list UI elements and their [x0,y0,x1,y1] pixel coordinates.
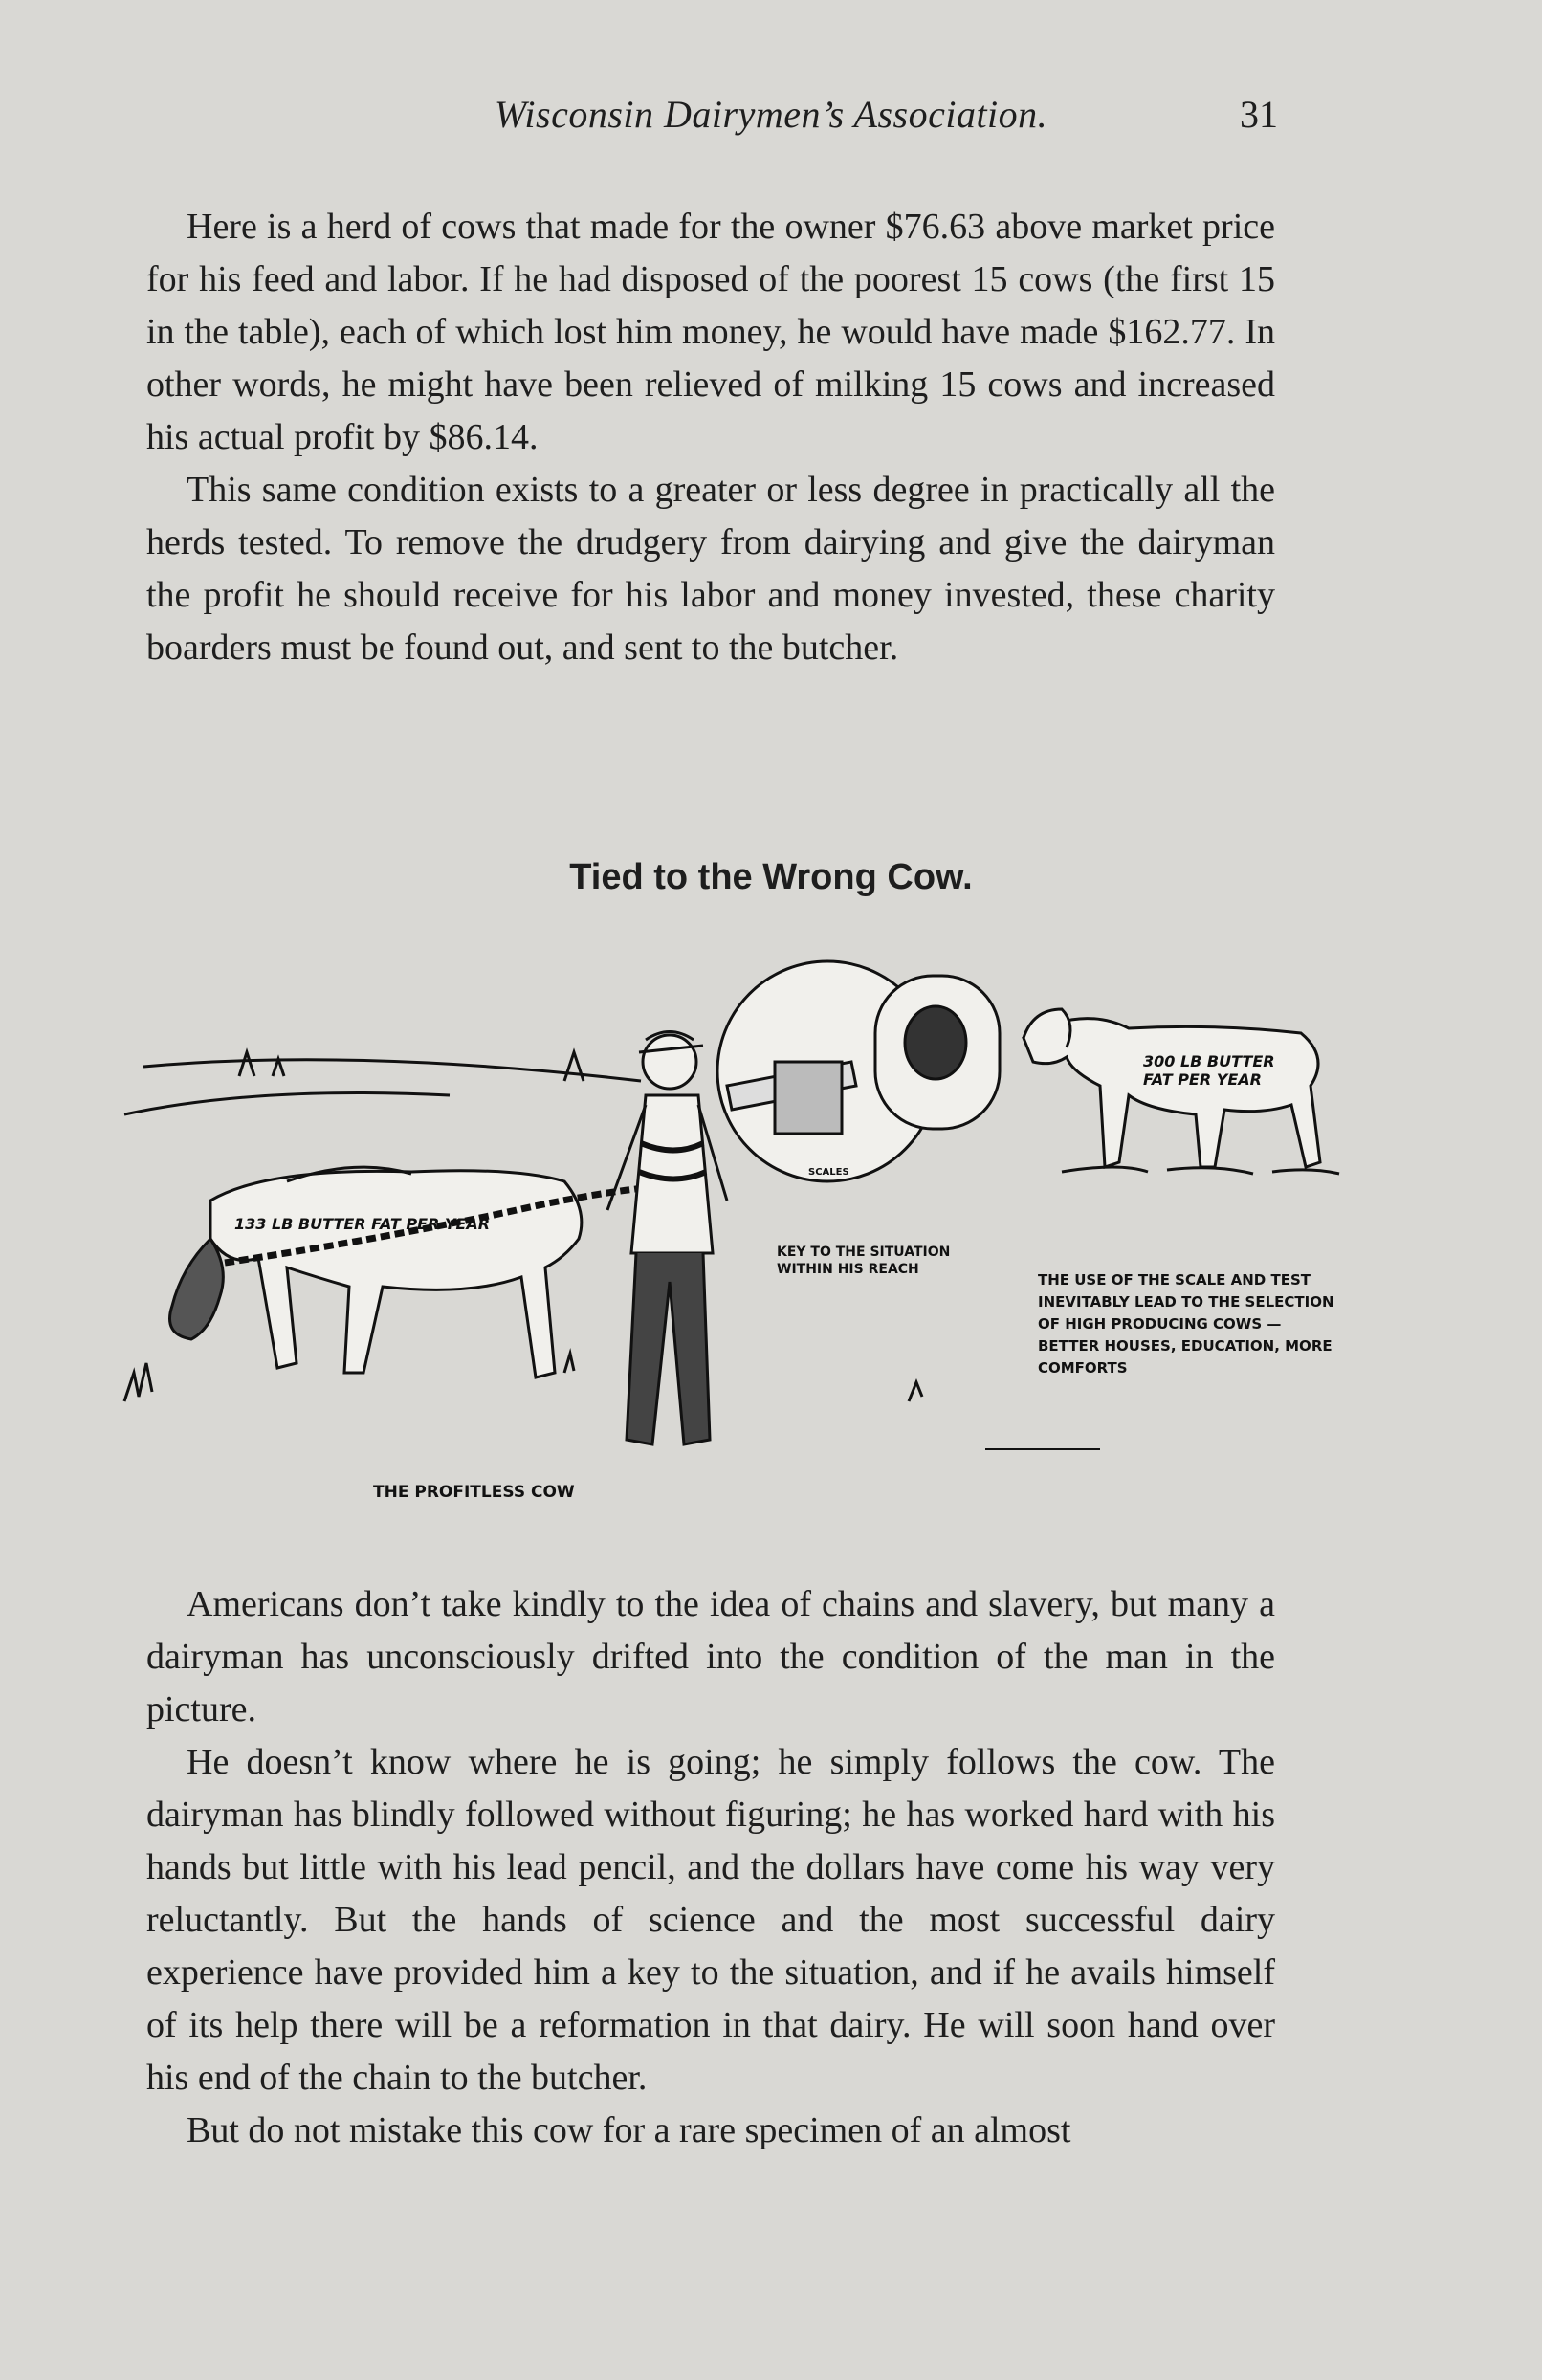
text-block-bottom [146,1578,1275,2157]
section-heading: Tied to the Wrong Cow. [569,857,973,897]
left-cow-label: 133 LB BUTTER FAT PER YEAR [234,1215,491,1233]
right-cow-label: 300 LB BUTTER FAT PER YEAR [1143,1052,1275,1089]
bottom-caption: THE PROFITLESS COW [373,1483,575,1502]
paragraph: But do not mistake this cow for a rare specimen of an almost [187,2110,1071,2150]
text-block-top [146,201,1275,674]
running-header: Wisconsin Dairymen’s Association. [494,93,1048,136]
key-caption: KEY TO THE SITUATION WITHIN HIS REACH [777,1245,951,1277]
cartoon-illustration [67,952,1349,1526]
page-number: 31 [1240,93,1278,136]
cartoon-drawing [67,952,1349,1526]
paragraph: This same condition exists to a greater or less degree in practically all the herds tested. To remove the drudgery from dairying and give the dairyman the profit he should receive for his labor and money invested, these charity boarders must be found out, and sent to the butcher. [146,470,1275,668]
paragraph: He doesn’t know where he is going; he simply follows the cow. The dairyman has blindly followed without figuring; he has worked hard with his hands but little with his lead pencil, and the dollars have come his way very reluctantly. But the hands of science and the most successful dairy experience have provided him a key to the situation, and if he avails himself of its help there will be a reformation in that dairy. He will soon hand over his end of the chain to the butcher. [146,1742,1275,2098]
paragraph: Here is a herd of cows that made for the owner $76.63 above market price for his feed and labor. If he had disposed of the poorest 15 cows (the first 15 in the table), each of which lost him money, he would have made $162.77. In other words, he might have been relieved of milking 15 cows and increased his actual profit by $86.14. [146,207,1275,457]
right-caption: THE USE OF THE SCALE AND TEST INEVITABLY LEAD TO THE SELECTION OF HIGH PRODUCING COWS — BETTER HOUSES, EDUCATION, MORE COMFORTS [1038,1271,1334,1377]
paragraph: Americans don’t take kindly to the idea of chains and slavery, but many a dairyman has unconsciously drifted into the condition of the man in the picture. [146,1584,1275,1730]
scales-label: SCALES [808,1167,849,1178]
